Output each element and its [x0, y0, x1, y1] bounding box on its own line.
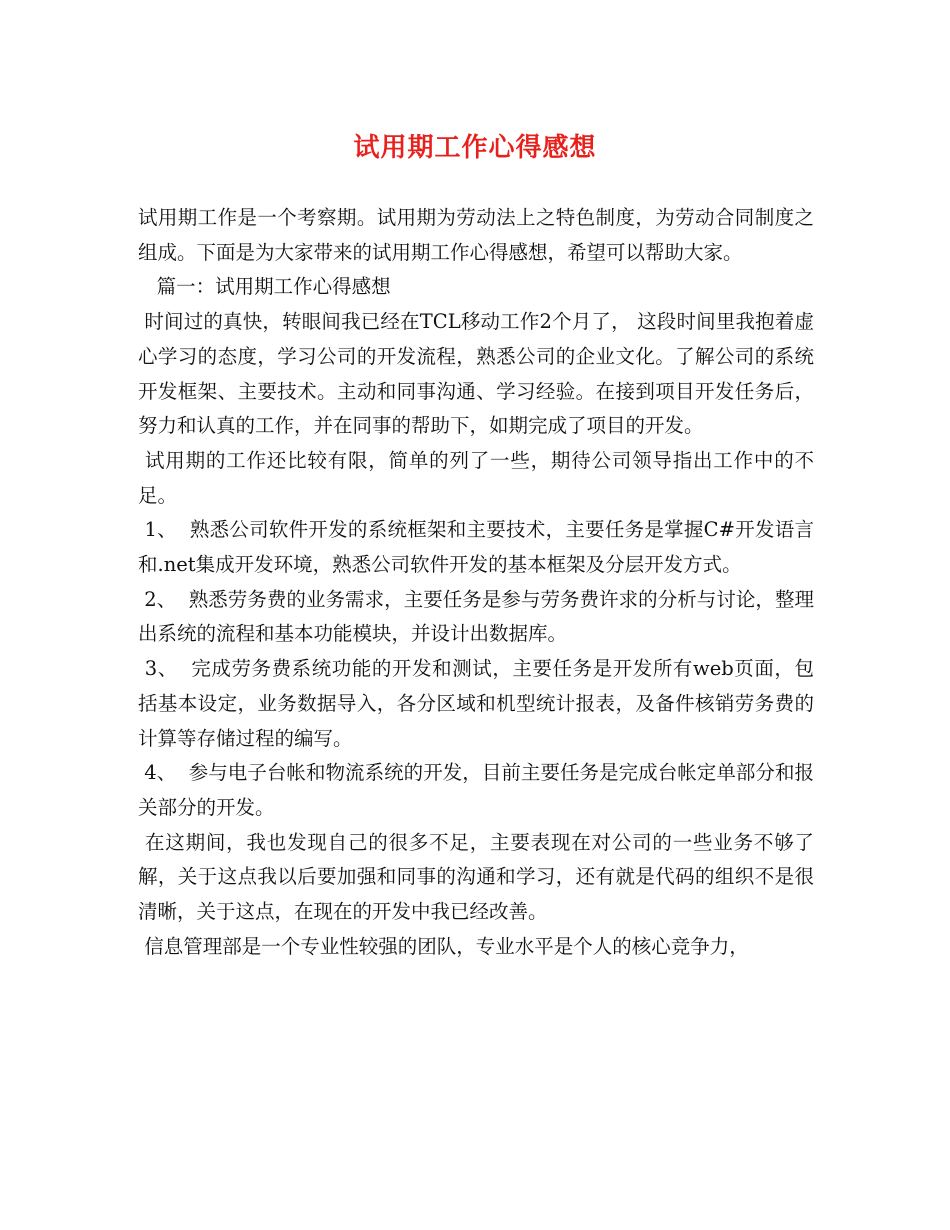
list-item-3: 3、 完成劳务费系统功能的开发和测试，主要任务是开发所有web页面，包括基本设定，业务数据导入，各分区域和机型统计报表，及备件核销劳务费的计算等存储过程的编写。 — [138, 657, 814, 750]
section-heading: 篇一：试用期工作心得感想 — [138, 275, 391, 299]
list-item-4: 4、 参与电子台帐和物流系统的开发，目前主要任务是完成台帐定单部分和报关部分的开发。 — [138, 761, 814, 819]
list-item-1: 1、 熟悉公司软件开发的系统框架和主要技术，主要任务是掌握C#开发语言和.net集成开发环境，熟悉公司软件开发的基本框架及分层开发方式。 — [138, 518, 814, 577]
list-item-2: 2、 熟悉劳务费的业务需求，主要任务是参与劳务费许求的分析与讨论，整理出系统的流程和基本功能模块，并设计出数据库。 — [138, 587, 814, 646]
document-title: 试用期工作心得感想 — [353, 133, 597, 163]
document-body — [138, 201, 814, 964]
paragraph-intro: 试用期工作是一个考察期。试用期为劳动法上之特色制度，为劳动合同制度之组成。下面是为大家带来的试用期工作心得感想，希望可以帮助大家。 — [138, 206, 814, 264]
paragraph: 试用期的工作还比较有限，简单的列了一些，期待公司领导指出工作中的不足。 — [138, 448, 814, 507]
paragraph: 时间过的真快，转眼间我已经在TCL移动工作2个月了， 这段时间里我抱着虚心学习的态度，学习公司的开发流程，熟悉公司的企业文化。了解公司的系统开发框架、主要技术。主动和同事沟通、学习经验。在接到项目开发任务后，努力和认真的工作，并在同事的帮助下，如期完成了项目的开发。 — [138, 310, 814, 438]
paragraph: 信息管理部是一个专业性较强的团队，专业水平是个人的核心竞争力， — [138, 934, 749, 958]
paragraph: 在这期间，我也发现自己的很多不足，主要表现在对公司的一些业务不够了解，关于这点我以后要加强和同事的沟通和学习，还有就是代码的组织不是很清晰，关于这点，在现在的开发中我已经改善。 — [138, 830, 814, 924]
